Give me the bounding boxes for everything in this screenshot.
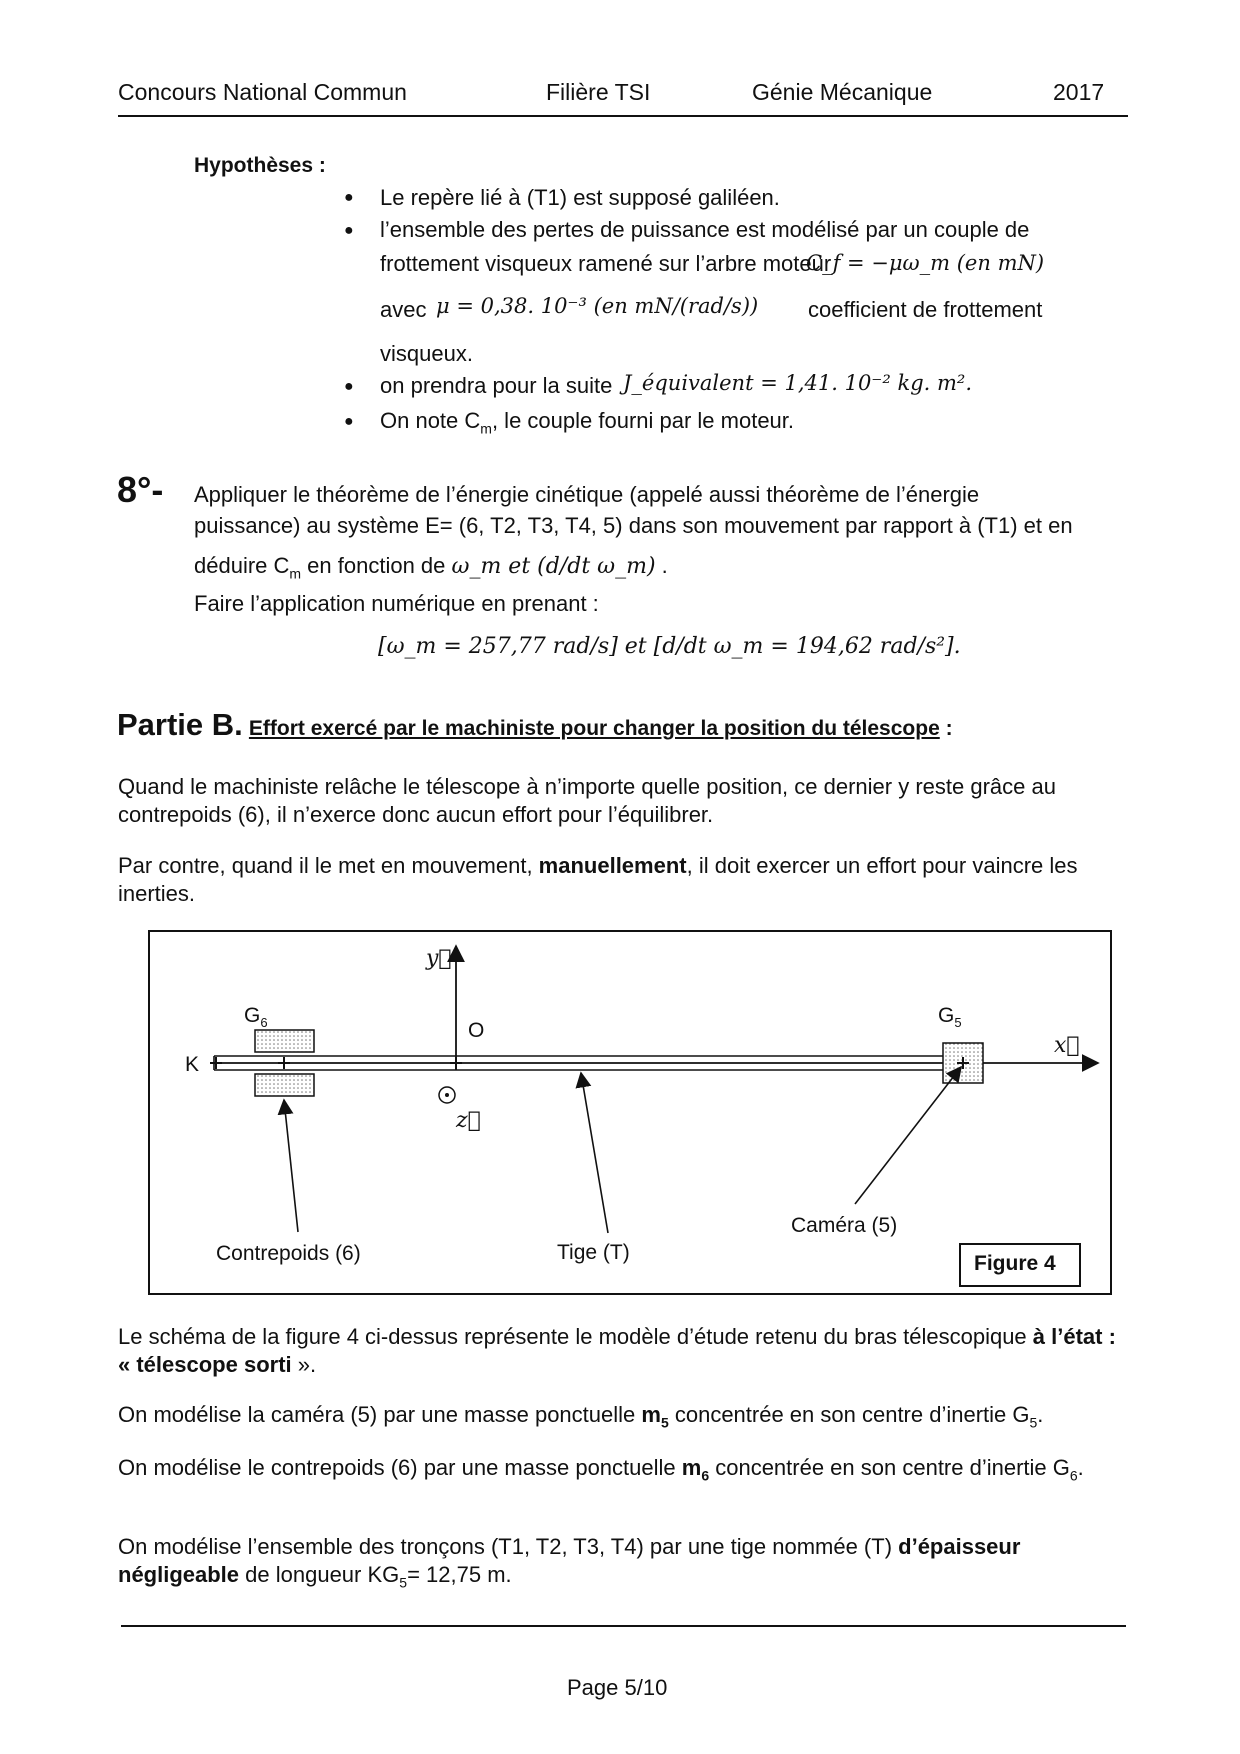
point-k-label: K [185,1053,200,1076]
y-axis-label: y⃗ [426,946,452,971]
q8-line-1: Appliquer le théorème de l’énergie cinétique (appelé aussi théorème de l’énergie [194,482,980,507]
header-rule [118,115,1128,117]
bullet-1: ● [344,189,354,206]
x-axis-label: x⃗ [1054,1033,1080,1058]
q8-line-3: déduire $C_m$ en fonction de ω_m et (d/dt ω_m) . [194,553,668,582]
rod-label: Tige (T) [557,1241,630,1264]
header-left: Concours National Commun [118,79,407,105]
origin-label: O [468,1019,485,1042]
inertia-formula: J_équivalent = 1,41. 10⁻² kg. m². [623,371,973,395]
bullet-2: ● [344,222,354,239]
hyp-item-1: Le repère lié à (T1) est supposé galiléen. [380,185,780,210]
arrow-camera [855,1067,961,1204]
cross-o [450,1057,462,1069]
hyp-item-4: On note $C_m$, le couple fourni par le moteur. [380,408,795,437]
hyp-item-2d: coefficient de frottement [808,297,1043,322]
hyp-item-2b: frottement visqueux ramené sur l’arbre moteur [380,251,832,276]
g6-label: $G_6$ [244,1004,268,1031]
hyp-item-2c: avec [380,297,427,322]
partie-b-p1: Quand le machiniste relâche le télescope à n’importe quelle position, ce dernier y reste grâce au contrepoids (6), il n’exerce donc aucun effort pour l’équilibrer. [118,774,1056,827]
question-number: 8°- [117,469,164,510]
counterweight-label: Contrepoids (6) [216,1242,361,1265]
hyp-item-2e: visqueux. [380,341,473,366]
mu-formula: μ = 0,38. 10⁻³ (en mN/(rad/s)) [436,294,759,318]
bullet-3: ● [344,378,354,395]
paragraph-6: On modélise l’ensemble des tronçons (T1, T2, T3, T4) par une tige nommée (T) d’épaisseur négligeable de longueur $KG_5= 12,75$ m. [118,1534,1021,1590]
header-year: 2017 [1053,79,1105,105]
counterweight-top [255,1030,314,1052]
hyp-item-2: l’ensemble des pertes de puissance est modélisé par un couple de [380,217,1030,242]
camera-label: Caméra (5) [791,1214,898,1237]
bullet-4: ● [344,413,354,430]
q8-formula: [ω_m = 257,77 rad/s] et [d/dt ω_m = 194,62 rad/s²]. [378,634,961,659]
arrow-rod [581,1073,608,1233]
hyp-item-3: on prendra pour la suite [380,373,613,398]
partie-b-heading: Partie B. Effort exercé par le machiniste pour changer la position du télescope : [117,707,953,742]
paragraph-5: On modélise le contrepoids (6) par une masse ponctuelle $m_6$ concentrée en son centre d’inertie $G_6$. [118,1455,1084,1484]
g5-label: $G_5$ [938,1004,962,1031]
partie-b-p2: Par contre, quand il le met en mouvement, manuellement, il doit exercer un effort pour vaincre les inerties. [118,853,1078,906]
cross-g6 [278,1057,290,1069]
figure-frame [149,931,1111,1294]
z-axis-dot [445,1093,449,1097]
counterweight-bottom [255,1074,314,1096]
header-center: Filière TSI [546,79,651,105]
z-axis-label: z⃗ [456,1108,481,1133]
q8-line-4: Faire l’application numérique en prenant : [194,591,599,616]
header-subject: Génie Mécanique [752,79,933,105]
arrow-counterweight [284,1100,298,1232]
friction-formula: C_f = −μω_m (en mN) [806,251,1045,275]
figure-caption: Figure 4 [974,1252,1056,1275]
q8-line-2: puissance) au système E= (6, T2, T3, T4, 5) dans son mouvement par rapport à (T1) et en [194,513,1073,538]
cross-k [210,1057,222,1069]
page-number: Page 5/10 [567,1675,668,1700]
hypotheses-title: Hypothèses : [194,154,326,177]
paragraph-3: Le schéma de la figure 4 ci-dessus représente le modèle d’étude retenu du bras télescopique à l’état : « télescope sorti ». [118,1324,1116,1377]
paragraph-4: On modélise la caméra (5) par une masse ponctuelle $m_5$ concentrée en son centre d’inertie $G_5$. [118,1402,1044,1431]
footer-rule [121,1625,1126,1627]
